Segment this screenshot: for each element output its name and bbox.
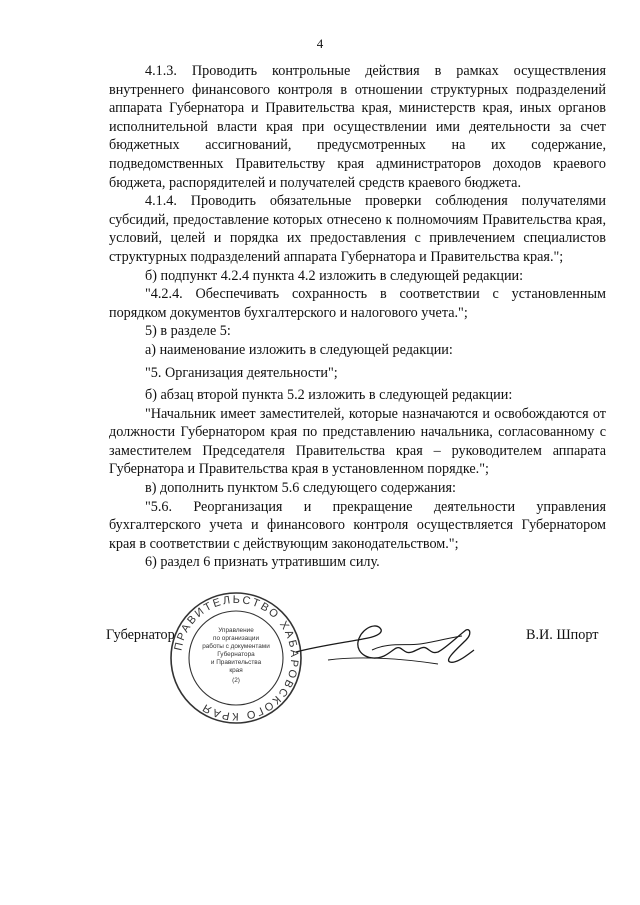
- paragraph-4-2-4-text: "4.2.4. Обеспечивать сохранность в соответствии с установленным порядком документов бухгалтерского и налогового учета.";: [109, 286, 606, 321]
- paragraph-4-1-3: 4.1.3. Проводить контрольные действия в рамках осуществления внутреннего финансового контроля в отношении структурных подразделений аппарата Губернатора и Правительства края, министерств края, иных органов исполнительной власти края при осуществлении ими деятельности за счет бюджетных ассигнований, предусмотренных на их содержание, подведомственных Правительству края администраторов доходов краевого бюджета, распорядителей и получателей средств краевого бюджета.: [109, 63, 606, 191]
- svg-text:края: края: [229, 667, 243, 674]
- svg-text:(2): (2): [232, 677, 240, 684]
- paragraph-b-4-2-4: б) подпункт 4.2.4 пункта 4.2 изложить в следующей редакции:: [145, 267, 524, 284]
- paragraph-a-name: а) наименование изложить в следующей редакции:: [145, 341, 453, 358]
- svg-text:по организации: по организации: [212, 635, 260, 642]
- document-body: [109, 62, 606, 572]
- svg-text:Управление: Управление: [218, 627, 254, 634]
- paragraph-4-1-4: 4.1.4. Проводить обязательные проверки соблюдения получателями субсидий, предоставление которых отнесено к полномочиям Правительства края, условий, целей и порядка их предоставления с привлечением специалистов структурных подразделений аппарата Губернатора и Правительства края.";: [109, 193, 606, 265]
- paragraph-section-5: 5) в разделе 5:: [145, 323, 231, 340]
- paragraph-5-2-text: "Начальник имеет заместителей, которые назначаются и освобождаются от должности Губернатором края по представлению начальника, согласованному с заместителем Председателя Правительства края – руководителем аппарата Губернатора и Правительства края в установленном порядке.";: [109, 405, 606, 478]
- handwritten-signature: [288, 612, 478, 672]
- paragraph-section-5-title: "5. Организация деятельности";: [145, 364, 338, 381]
- svg-text:и Правительства: и Правительства: [210, 659, 262, 666]
- svg-text:Губернатора: Губернатора: [217, 651, 255, 658]
- svg-text:работы с документами: работы с документами: [202, 643, 270, 650]
- signatory-name: В.И. Шпорт: [526, 627, 599, 643]
- signatory-position: Губернатор: [106, 627, 175, 643]
- official-seal: [168, 590, 304, 726]
- page-number: 4: [316, 36, 324, 51]
- svg-text:ПРАВИТЕЛЬСТВО ХАБАРОВСКОГО КРА: ПРАВИТЕЛЬСТВО ХАБАРОВСКОГО КРАЯ: [172, 593, 301, 723]
- paragraph-b-5-2: б) абзац второй пункта 5.2 изложить в следующей редакции:: [145, 387, 513, 404]
- paragraph-v-5-6: в) дополнить пунктом 5.6 следующего содержания:: [145, 480, 456, 497]
- paragraph-section-6: 6) раздел 6 признать утратившим силу.: [145, 554, 380, 571]
- paragraph-5-6-text: "5.6. Реорганизация и прекращение деятельности управления бухгалтерского учета и финансового контроля осуществляется Губернатором края в соответствии с действующим законодательством.";: [109, 498, 606, 552]
